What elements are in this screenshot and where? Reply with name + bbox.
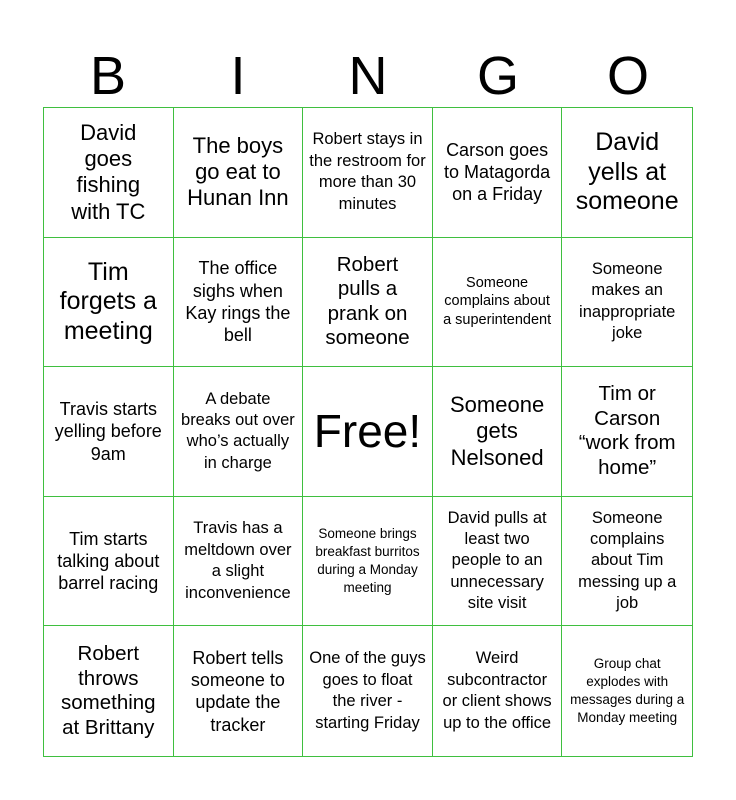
bingo-cell-o5[interactable] (562, 626, 692, 756)
bingo-cell-text: Robert tells someone to update the tracker (190, 647, 285, 735)
bingo-cell-text: A debate breaks out over who’s actually in charge (181, 389, 295, 472)
bingo-cell-i3[interactable] (174, 367, 304, 497)
bingo-cell-n2[interactable] (303, 238, 433, 368)
bingo-cell-o4[interactable] (562, 497, 692, 627)
bingo-cell-o3[interactable] (562, 367, 692, 497)
bingo-cell-text: Tim starts talking about barrel racing (57, 528, 160, 594)
bingo-header (43, 44, 693, 108)
bingo-cell-text: Travis has a meltdown over a slight inconvenience (184, 519, 292, 602)
bingo-cell-g1[interactable] (433, 108, 563, 238)
bingo-cell-text: The boys go eat to Hunan Inn (187, 132, 289, 211)
bingo-cell-b4[interactable] (44, 497, 174, 627)
bingo-cell-b1[interactable] (44, 108, 174, 238)
header-letter-o: O (606, 46, 649, 106)
bingo-cell-text: The office sighs when Kay rings the bell (185, 258, 291, 346)
bingo-cell-g3[interactable] (433, 367, 563, 497)
bingo-cell-g4[interactable] (433, 497, 563, 627)
bingo-cell-n5[interactable] (303, 626, 433, 756)
bingo-cell-text: Tim forgets a meeting (59, 258, 157, 345)
bingo-cell-text: Robert stays in the restroom for more than 30 minutes (309, 130, 426, 213)
bingo-cell-text: Someone makes an inappropriate joke (579, 260, 676, 343)
bingo-cell-text: Travis starts yelling before 9am (54, 399, 162, 464)
free-space-label: Free! (313, 405, 422, 458)
bingo-cell-o1[interactable] (562, 108, 692, 238)
bingo-cell-g5[interactable] (433, 626, 563, 756)
bingo-cell-i1[interactable] (174, 108, 304, 238)
header-letter-n: N (348, 46, 388, 106)
bingo-cell-text: Someone brings breakfast burritos during a Monday meeting (315, 525, 420, 596)
bingo-cell-text: Robert throws something at Brittany (61, 642, 156, 739)
bingo-cell-b5[interactable] (44, 626, 174, 756)
bingo-cell-b3[interactable] (44, 367, 174, 497)
bingo-cell-g2[interactable] (433, 238, 563, 368)
header-letter-g: G (476, 46, 519, 106)
bingo-cell-n3-free-space[interactable] (303, 367, 433, 497)
bingo-cell-text: David yells at someone (575, 128, 679, 215)
bingo-cell-i4[interactable] (174, 497, 304, 627)
bingo-cell-text: Group chat explodes with messages during a Monday meeting (570, 656, 685, 726)
bingo-cell-text: Someone complains about a superintendent (443, 274, 552, 329)
bingo-cell-i2[interactable] (174, 238, 304, 368)
bingo-cell-n1[interactable] (303, 108, 433, 238)
bingo-cell-o2[interactable] (562, 238, 692, 368)
bingo-cell-n4[interactable] (303, 497, 433, 627)
header-letter-b: B (89, 46, 127, 106)
bingo-cell-b2[interactable] (44, 238, 174, 368)
bingo-board (43, 107, 693, 757)
bingo-cell-text: Weird subcontractor or client shows up to the office (442, 649, 552, 732)
bingo-cell-text: One of the guys goes to float the river - starting Friday (309, 649, 426, 732)
bingo-cell-text: Someone gets Nelsoned (450, 391, 545, 470)
bingo-cell-text: Someone complains about Tim messing up a job (578, 508, 677, 613)
bingo-cell-i5[interactable] (174, 626, 304, 756)
header-letter-i: I (230, 46, 246, 106)
bingo-cell-text: Robert pulls a prank on someone (325, 252, 410, 350)
bingo-cell-text: Carson goes to Matagorda on a Friday (444, 139, 551, 205)
bingo-cell-text: David goes fishing with TC (71, 119, 146, 224)
bingo-cell-text: David pulls at least two people to an unnecessary site visit (447, 508, 547, 613)
bingo-cell-text: Tim or Carson “work from home” (578, 382, 676, 480)
